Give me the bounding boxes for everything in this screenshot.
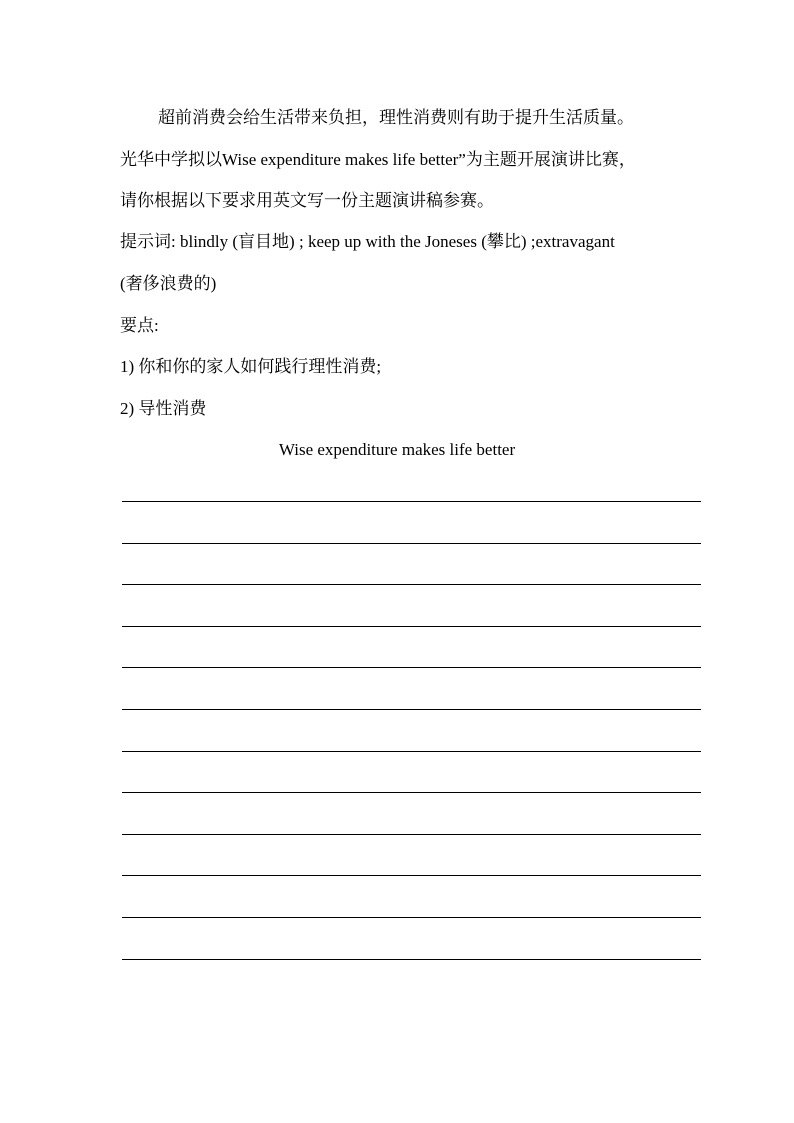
writing-line xyxy=(122,834,701,835)
writing-line xyxy=(122,875,701,876)
writing-line xyxy=(122,543,701,544)
writing-line xyxy=(122,792,701,793)
intro-line-1: 超前消费会给生活带来负担，理性消费则有助于提升生活质量。 xyxy=(158,108,634,127)
writing-line xyxy=(122,709,701,710)
hint-words-line-2: (奢侈浪费的) xyxy=(120,274,217,293)
writing-line xyxy=(122,501,701,502)
writing-line xyxy=(122,584,701,585)
writing-line xyxy=(122,751,701,752)
point-item-2: 2) 导性消费 xyxy=(120,399,207,418)
intro-line-3: 请你根据以下要求用英文写一份主题演讲稿参赛。 xyxy=(120,191,494,210)
writing-line xyxy=(122,667,701,668)
writing-line xyxy=(122,917,701,918)
hint-words-line-1: 提示词: blindly (盲目地) ; keep up with the Joneses (攀比) ;extravagant xyxy=(120,232,615,251)
writing-line xyxy=(122,959,701,960)
intro-line-2: 光华中学拟以Wise expenditure makes life better”为主题开展演讲比赛， xyxy=(120,150,636,169)
writing-line xyxy=(122,626,701,627)
point-item-1: 1) 你和你的家人如何践行理性消费; xyxy=(120,357,382,376)
essay-title: Wise expenditure makes life better xyxy=(278,440,516,459)
points-heading: 要点: xyxy=(120,316,159,335)
